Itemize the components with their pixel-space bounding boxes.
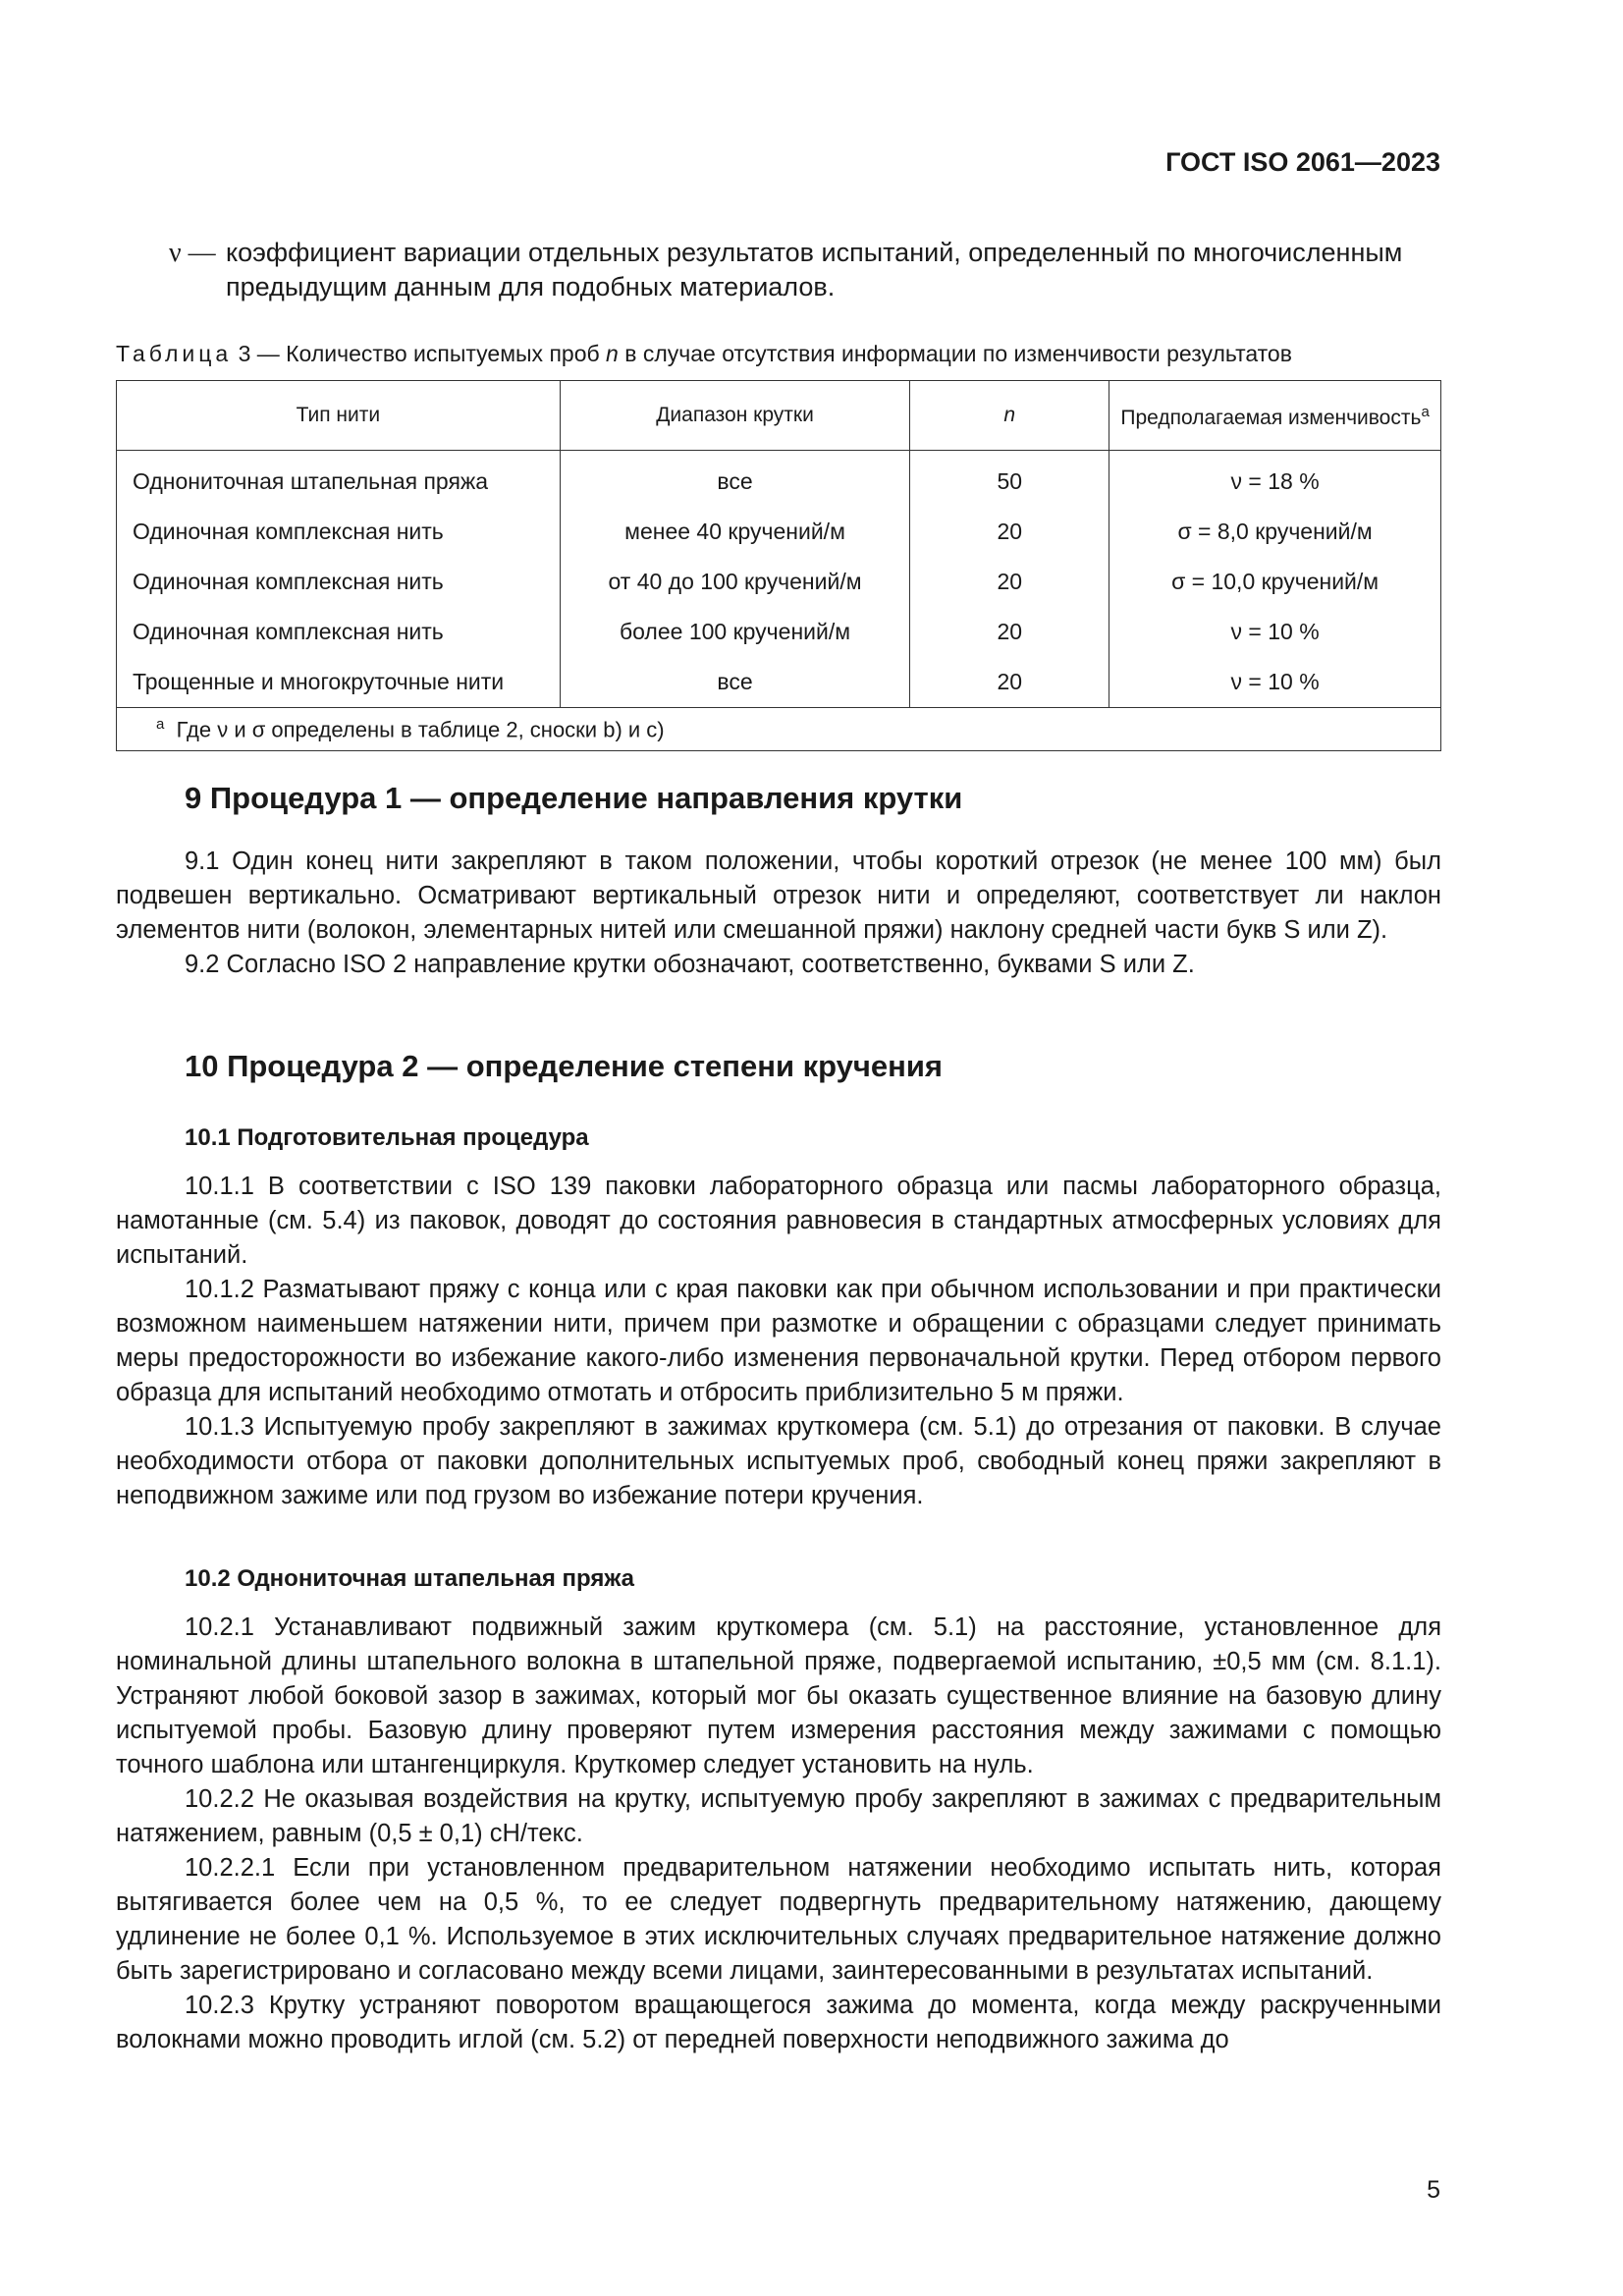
table-row — [117, 607, 1441, 657]
table-caption — [116, 339, 1441, 368]
table-cell: все — [560, 451, 910, 508]
table-cell: Одиночная комплексная нить — [117, 507, 561, 557]
col-header-twist-range: Диапазон крутки — [560, 381, 910, 451]
table-cell: Трощенные и многокруточные нити — [117, 657, 561, 708]
table-row — [117, 451, 1441, 508]
table-cell: Одиночная комплексная нить — [117, 557, 561, 607]
table-row — [117, 657, 1441, 708]
paragraph: 9.1 Один конец нити закрепляют в таком положении, чтобы короткий отрезок (не менее 100 мм) был подвешен вертикально. Осматривают вертикальный отрезок нити и определяют, соответствует ли наклон элементов нити (волокон, элементарных нитей или смешанной пряжи) наклону средней части букв S или Z). — [116, 847, 1441, 944]
table-cell: ν = 10 % — [1109, 657, 1441, 708]
col-header-n: n — [910, 381, 1109, 451]
nu-definition-text: коэффициент вариации отдельных результатов испытаний, определенный по многочисленным предыдущим данным для подобных материалов. — [226, 238, 1403, 301]
paragraph: 10.2.1 Устанавливают подвижный зажим круткомера (см. 5.1) на расстояние, установленное для номинальной длины штапельного волокна в штапельной пряже, подвергаемой испытанию, ±0,5 мм (см. 8.1.1). Устраняют любой боковой зазор в зажимах, который мог бы оказать существенное влияние на базовую длину испытуемой пробы. Базовую длину проверяют путем измерения расстояния между зажимами с помощью точного шаблона или штангенциркуля. Круткомер следует установить на нуль. — [116, 1613, 1441, 1778]
table-header-row — [117, 381, 1441, 451]
table-cell: от 40 до 100 кручений/м — [560, 557, 910, 607]
table-row — [117, 507, 1441, 557]
table-footnote: $^a$ Где ν и σ определены в таблице 2, сноски b) и c) — [117, 708, 1441, 751]
subsection-10-2-title: 10.2 Однониточная штапельная пряжа — [185, 1565, 635, 1592]
section-10-title: 10 Процедура 2 — определение степени кручения — [185, 1049, 944, 1083]
table-cell: σ = 8,0 кручений/м — [1109, 507, 1441, 557]
table-caption-text: 3 — Количество испытуемых проб n в случае отсутствия информации по изменчивости результатов — [238, 341, 1292, 366]
table-cell: σ = 10,0 кручений/м — [1109, 557, 1441, 607]
paragraph: 10.1.2 Разматывают пряжу с конца или с края паковки как при обычном использовании и при практически возможном наименьшем натяжении нити, причем при размотке и обращении с образцами следует принимать меры предосторожности во избежание какого-либо изменения первоначальной крутки. Перед отбором первого образца для испытаний необходимо отмотать и отбросить приблизительно 5 м пряжи. — [116, 1276, 1441, 1406]
table-row — [117, 557, 1441, 607]
table-cell: Однониточная штапельная пряжа — [117, 451, 561, 508]
subsection-10-1-title: 10.1 Подготовительная процедура — [185, 1124, 589, 1151]
table-cell: ν = 10 % — [1109, 607, 1441, 657]
col-header-yarn-type: Тип нити — [117, 381, 561, 451]
table-3 — [116, 380, 1441, 751]
table-cell: 50 — [910, 451, 1109, 508]
table-caption-label: Таблица — [116, 341, 233, 366]
table-cell: 20 — [910, 557, 1109, 607]
table-cell: более 100 кручений/м — [560, 607, 910, 657]
paragraph: 10.2.2.1 Если при установленном предварительном натяжении необходимо испытать нить, которая вытягивается более чем на 0,5 %, то ее следует подвергнуть предварительному натяжению, дающему удлинение не более 0,1 %. Используемое в этих исключительных случаях предварительное натяжение должно быть зарегистрировано и согласовано между всеми лицами, заинтересованными в результатах испытаний. — [116, 1854, 1441, 1985]
document-header: ГОСТ ISO 2061—2023 — [1165, 147, 1440, 177]
paragraph: 10.1.1 В соответствии с ISO 139 паковки лабораторного образца или пасмы лабораторного образца, намотанные (см. 5.4) из паковок, доводят до состояния равновесия в стандартных атмосферных условиях для испытаний. — [116, 1173, 1441, 1269]
nu-definition — [116, 236, 1441, 304]
col-header-variability: Предполагаемая изменчивость$^a$ — [1109, 381, 1441, 451]
subsection-10-2-body — [116, 1611, 1441, 2057]
subsection-10-1-body — [116, 1170, 1441, 1513]
section-9-title: 9 Процедура 1 — определение направления крутки — [185, 781, 963, 815]
table-cell: менее 40 кручений/м — [560, 507, 910, 557]
section-9-body — [116, 845, 1441, 982]
page-number: 5 — [1427, 2176, 1440, 2204]
table-cell: ν = 18 % — [1109, 451, 1441, 508]
paragraph: 10.2.2 Не оказывая воздействия на крутку, испытуемую пробу закрепляют в зажимах с предварительным натяжением, равным (0,5 ± 0,1) сН/текс. — [116, 1785, 1441, 1847]
table-cell: Одиночная комплексная нить — [117, 607, 561, 657]
table-cell: 20 — [910, 657, 1109, 708]
paragraph: 9.2 Согласно ISO 2 направление крутки обозначают, соответственно, буквами S или Z. — [185, 951, 1195, 978]
table-cell: 20 — [910, 607, 1109, 657]
paragraph: 10.2.3 Крутку устраняют поворотом вращающегося зажима до момента, когда между раскрученными волокнами можно проводить иглой (см. 5.2) от передней поверхности неподвижного зажима до — [116, 1992, 1441, 2053]
table-cell: 20 — [910, 507, 1109, 557]
table-cell: все — [560, 657, 910, 708]
paragraph: 10.1.3 Испытуемую пробу закрепляют в зажимах круткомера (см. 5.1) до отрезания от паковки. В случае необходимости отбора от паковки дополнительных испытуемых проб, свободный конец пряжи закрепляют в неподвижном зажиме или под грузом во избежание потери кручения. — [116, 1413, 1441, 1509]
nu-symbol: ν — — [169, 238, 216, 268]
